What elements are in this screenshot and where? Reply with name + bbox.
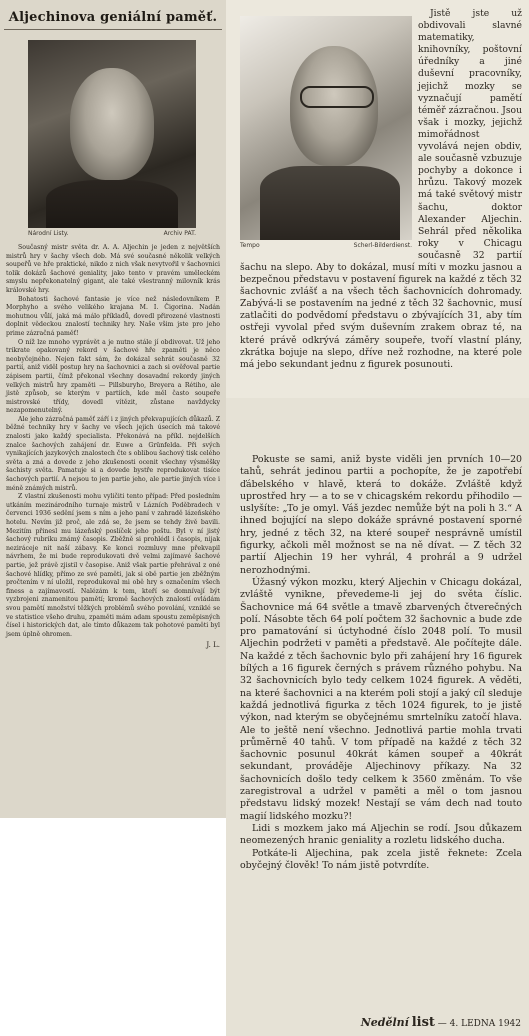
right-top-clipping xyxy=(226,0,529,398)
right-bottom-paragraph: Pokuste se sami, aniž byste viděli jen prvních 10—20 tahů, sehrát jedinou partii a pochopíte, že je zapotřebí ďábelského v hlavě, která to dokáže. Zvláště když uprostřed hry — a to se v chicagském rekordu přihodilo — uslyšíte: „To je omyl. Váš jezdec nemůže být na poli h 3.“ A ihned bojující na slepo dokáže správné postavení sporné hry, jedné z těch 32, na které soupeř nesprávně umístil figurky, ačkoli měl možnost se na ně dívat. — Z těch 32 partií Aljechin 19 her vyhrál, 4 prohrál a 9 udržel nerozhodnými. xyxy=(240,454,522,576)
left-paragraph: Z vlastní zkušenosti mohu vyličiti tento případ: Před posledním utkáním mezinárodního turnaje mistrů v Lázních Poděbradech v červenci 1936 sedění jsem s ním a jeho paní v zahradě lázeňského hotelu. Nevím již proč, ale zdá se, že jsem se tehdy živě bavili. Mezitím přinesl mu lázeňský poslíček jeho poštu. Byl v ní jistý šachový rubriku známý časopis. Zběžně si prohlédl i časopis, nijak neziráceje nit naší zábavy. Ke konci rozmluvy mne překvapil návrhem, že mi bude reprodukovati dvě velmi zajímavé šachové partie, jež právě zjistil v časopise. Aniž však partie přehrával z oné šachové hlídky, přímo ze své paměti, jak si obě partie jen zběžným pročtením v ní uložil, reprodukoval mi obě hry s označením všech finess a zajímavostí. Nalézám k tem, kteří se domnívají být vyzbrojeni znamenitou pamětí; kromě šachových znalostí ovládám svou pamětí množství těžkých problémů svého povolání, vzniklé se ve statistice všeho druhu, zpaměti mám adam spoustu zeměpisných čísel i historických dat, ale tímto důkazem tak pohotové paměti byl jsem úplně ohromen. xyxy=(6,493,220,638)
footer-brand-nedelni: Nedělní xyxy=(360,1016,409,1029)
photo1-caption xyxy=(28,230,196,237)
portrait-face xyxy=(70,68,154,180)
left-paragraph: Ale jeho zázračná paměť září i z jiných překvapujících důkazů. Z běžné techniky hry v šachy ve všech jejich úsecích má takové znalosti jako každý specialista. Překonává na příkl. nejdelších znalce šachových zahájení dr. Euwe a Grünfelda. Při svých vynikajících jazykových znalostech čte s oblibou šachový tisk celého světa a zná a dovede z jeho zkušenosti ocenit všechny výsměšky šachisty světa. Pamatuje si a dovede bystře reprodukovat tisíce šachových partií. A nejsou to jen partie jeho, ale partie jiných více i méně známých mistrů. xyxy=(6,415,220,492)
headline-rule xyxy=(4,29,222,30)
photo1-credit-left: Národní Listy. xyxy=(28,230,69,237)
portrait-suit xyxy=(46,180,178,228)
photo-wrap-spacer xyxy=(240,8,418,258)
right-top-paragraph: Jistě jste už obdivovali slavné matematiky, knihovníky, poštovní úředníky a jiné duševní pracovníky, jejichž mozky se vyznačují pamětí téměř zázračnou. Jsou však i mozky, jejichž mimořádnost vyvolává nejen obdiv, ale současně vzbuzuje pochyby a dokonce i hrůzu. Takový mozek má také světový mistr šachu, doktor Alexander Aljechin. Sehrál před několika roky v Chicagu současně 32 partií šachu na slepo. Aby to dokázal, musí míti v mozku jasnou a bezpečnou představu v postavení figurek na každé z těch 32 šachovnic zvlášť a na všech těch šachovnicích dohromady. Zabývá-li se postavením na jedné z těch 32 šachovnic, musí zatlačiti do podvědomí představu o zbývajících 31, aby tím ostřeji vyvolal před svým duševním zrakem obraz té, na které právě odkrývá záměry soupeře, tvoří vlastní plány, zkrátka bojuje na slepo, dříve než rozhodne, na které pole má jebo sekundant jednu z figurek posunouti. xyxy=(240,8,522,370)
newspaper-footer xyxy=(361,1015,521,1030)
right-bottom-paragraph: Úžasný výkon mozku, který Aljechin v Chicagu dokázal, zvláště vynikne, převedeme-li jej do světa číslic. Šachovnice má 64 světle a tmavě zbarvených čtverečných polí. Násobte těch 64 polí počtem 32 šachovnic a bude zde pro pamatování si úctyhodné číslo 2048 polí. To musil Aljechin podržeti v paměti a představě. Ale počítejte dále. Na každé z těch šachovnic bylo při zahájení hry 16 figurek bílých a 16 figurek černých s právem různého pohybu. Na 32 šachovnicích bylo tedy celkem 1024 figurek. A věděti, na které šachovnici a na kterém poli stojí a jaký cíl sleduje každá jednotlivá figurka z těch 1024 figurek, to je jistě výkon, nad kterým se obyčejnému smrtelníku zatočí hlava. Ale to ještě není všechno. Jednotlivá partie mohla trvati průměrně 40 tahů. V tom případě na každé z těch 32 šachovnic posunul 40krát kámen soupeř a 40krát sekundant, prováděje Aljechinovy příkazy. Na 32 šachovnicích došlo tedy celkem k 3560 změnám. To vše zaregistroval a udržel v paměti a měl o tom jasnou představu lidský mozek! Nestají se vám dech nad touto magií lidského mozku?! xyxy=(240,576,522,822)
left-clipping xyxy=(0,0,226,818)
right-bottom-paragraph: Lidi s mozkem jako má Aljechin se rodí. Jsou důkazem neomezených hranic geniality a rozletu lidského ducha. xyxy=(240,822,522,847)
footer-brand-list: list xyxy=(411,1015,435,1030)
right-bottom-article-body xyxy=(240,454,522,872)
headline: Aljechinova geniální paměť. xyxy=(8,10,218,25)
portrait-photo-aljechin xyxy=(28,40,196,228)
photo2-credit-left: Tempo xyxy=(240,242,260,249)
left-paragraph: Bohatosti šachové fantasie je více než následovníkem P. Morphyho a svého velikého krajana M. I. Čigorina. Nadán mohutnou vůlí, jaká má málo příkladů, dovedl přirozené vlastnosti doplnit vědeckou znalostí techniky hry. Naše všim jste pro jeho prime zázračná paměť! xyxy=(6,295,220,337)
right-bottom-paragraph: Potkáte-li Aljechina, pak zcela jistě řeknete: Zcela obyčejný člověk! To nám jistě potvrdíte. xyxy=(240,847,522,871)
right-bottom-clipping xyxy=(226,398,529,1036)
footer-date: — 4. LEDNA 1942 xyxy=(437,1019,521,1029)
left-article-body xyxy=(6,244,220,650)
signature: J. L. xyxy=(206,641,220,650)
photo2-credit-right: Scherl-Bilderdienst. xyxy=(353,242,412,249)
photo1-credit-right: Archiv PAT. xyxy=(163,230,196,237)
right-top-article-body xyxy=(240,8,522,371)
left-paragraph: Současný mistr světa dr. A. A. Aljechin je jeden z největších mistrů hry v šachy všech dob. Má své současné několik velkých soupeřů ve hře praktické, nikdo z nich však nevytvořil v šachovnici tolik dokázů šachové geniality, jako tento v pravém uměleckém smyslu nepřekonatelný gigant, ale také všestranný milovník krás královské hry. xyxy=(6,244,220,294)
left-paragraph: O níž lze mnoho vyprávět a je nutno stále jí obdivovat. Už jeho trikrate opakovaný rekord v šachové hře zpaměti je něco neobyčejného. Nejen fakt sám, že dokázal sehrát současně 32 partií, aniž viděl postup hry na šachovnici a zach si ověřoval partie zápisem partii, čímž překonal všechny dosavadní rekordy jiných velkých mistrů hry zpaměti — Pillsburyho, Breyera a Rétiho, ale jistě způsob, se kterým v partiích, kde měl často soupeře mistrovské třídy, dovedl vítězit, zůstane navždycky nezapomenutelný. xyxy=(6,338,220,415)
